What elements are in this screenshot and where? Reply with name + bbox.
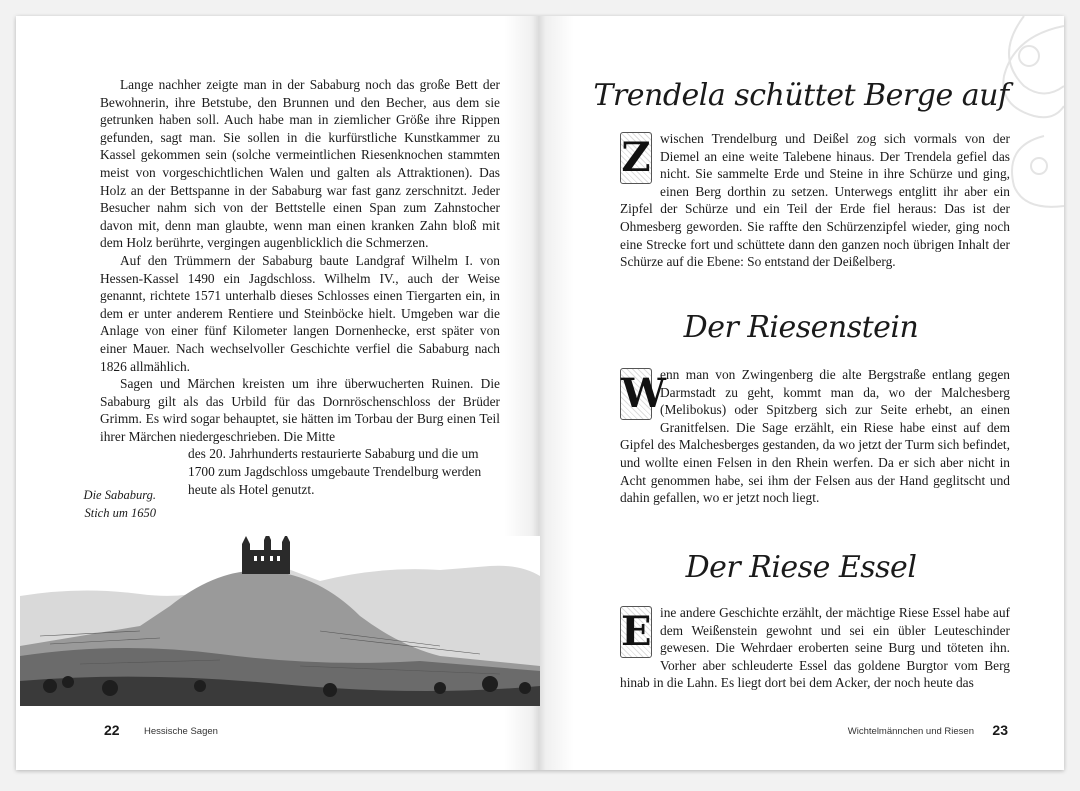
section-title-riesenstein: Der Riesenstein (683, 310, 919, 345)
left-tail-line-2: 1700 zum Jagdschloss umgebaute Trendelburg werden (188, 464, 482, 480)
section-riesenstein-text: enn man von Zwingenberg die alte Bergstraße entlang gegen Darmstadt zu geht, kommt man da, wo der Malchesberg (Melibokus) oder Spitzberg sich zur Seite erhebt, an einen Granitfelsen. Die Sage erzählt, ein Riese habe einst auf dem Gipfel des Malchesberges gestanden, da wo jetzt der Turm sich befindet, und wollte einen Felsen in den Rhein werfen. Da er sich aber nicht in Acht genommen habe, sei ihm der Felsen aus der Hand geglitscht und dahin gefallen, wo er jetzt noch liegt. (620, 367, 1010, 506)
left-tail-line-3: heute als Hotel genutzt. (188, 481, 315, 497)
left-page-number: 22 (104, 722, 120, 738)
dropcap-w: W (620, 368, 652, 420)
section-riese-essel-text: ine andere Geschichte erzählt, der mächtige Riese Essel habe auf dem Weißenstein gewohnt und sei ein übler Leuteschinder gewesen. Die Wehrdaer eroberten seine Burg und töteten ihn. Vorher aber schleuderte Essel das goldene Burgtor vom Berg hinab in die Lahn. Es liegt dort bei dem Acker, der noch heute das (620, 605, 1010, 691)
section-trendela-text: wischen Trendelburg und Deißel zog sich vormals von der Diemel an eine weite Talebene hinaus. Der Trendela gefiel das nicht. Sie sammelte Erde und Steine in ihre Schürze und ging, einen Berg dorthin zu setzen. Unterwegs entglitt ihr aber ein Zipfel der Schürze und ein Teil der Erde fiel heraus: Das ist der Ohmesberg geworden. Sie raffte den Schürzenzipfel wieder, ging noch eine Strecke fort und schüttete dann den ganzen noch übrigen Inhalt der Schürze auf die Ebene: So entstand der Deißelberg. (620, 131, 1010, 270)
left-tail-line-1: des 20. Jahrhunderts restaurierte Sababurg und die um (188, 446, 479, 462)
section-title-trendela: Trendela schüttet Berge auf (593, 78, 1009, 113)
caption-line-1: Die Sababurg. (83, 488, 156, 502)
dropcap-e: E (620, 606, 652, 658)
section-trendela (620, 130, 1010, 271)
section-riese-essel (620, 604, 1010, 692)
right-page (538, 16, 1064, 770)
section-riesenstein (620, 366, 1010, 507)
caption-line-2: Stich um 1650 (84, 506, 156, 520)
right-page-number: 23 (992, 722, 1008, 738)
left-paragraph-2: Auf den Trümmern der Sababurg baute Landgraf Wilhelm I. von Hessen-Kassel 1490 ein Jagdschloss. Wilhelm IV., auch der Weise genannt, richtete 1571 unterhalb dieses Schlosses einen Tiergarten ein, in dem er unter anderem Rentiere und Steinböcke hielt. Umgeben war die Anlage von einer fünf Kilometer langen Dornenhecke, erst später von einer Mauer. Nach wechselvoller Geschichte verfiel die Sababurg nach 1826 allmählich. (100, 252, 500, 374)
illustration-caption (56, 486, 156, 522)
left-running-title: Hessische Sagen (144, 726, 218, 737)
sababurg-engraving-image (20, 536, 540, 706)
left-paragraph-3: Sagen und Märchen kreisten um ihre überwucherten Ruinen. Die Sababurg gilt als das Urbild für das Dornröschenschloss der Brüder Grimm. Es wird sogar behauptet, sie hätten im Torbau der Burg einen Teil ihrer Märchen niedergeschrieben. Die Mitte (100, 376, 500, 444)
left-paragraph-1: Lange nachher zeigte man in der Sababurg noch das große Bett der Bewohnerin, ihre Betstube, den Brunnen und den Becher, aus dem sie getrunken haben soll. Auch habe man in ziemlicher Größe ihre Rippen gefunden, sagt man. Sie sollen in die kurfürstliche Kunstkammer zu Kassel gekommen sein (solche vermeintlichen Riesenknochen stammten meist von vorgeschichtlichen Walen und galten als Attraktionen). Das Holz an der Bettspanne in der Sababurg war fast ganz zerschnitzt. Jeder Besucher nahm sich von der Bettstelle einen Span zum Zahnstocher davon mit, denn man glaubte, wenn man einen kranken Zahn bloß mit dem Holz berührte, vergingen augenblicklich die Schmerzen. (100, 77, 500, 251)
book-spread (16, 16, 1064, 770)
left-page (16, 16, 538, 770)
left-body-text (100, 76, 500, 498)
dropcap-z: Z (620, 132, 652, 184)
left-tail-block (100, 445, 500, 498)
right-running-title: Wichtelmännchen und Riesen (847, 726, 974, 737)
section-title-riese-essel: Der Riese Essel (685, 550, 917, 585)
